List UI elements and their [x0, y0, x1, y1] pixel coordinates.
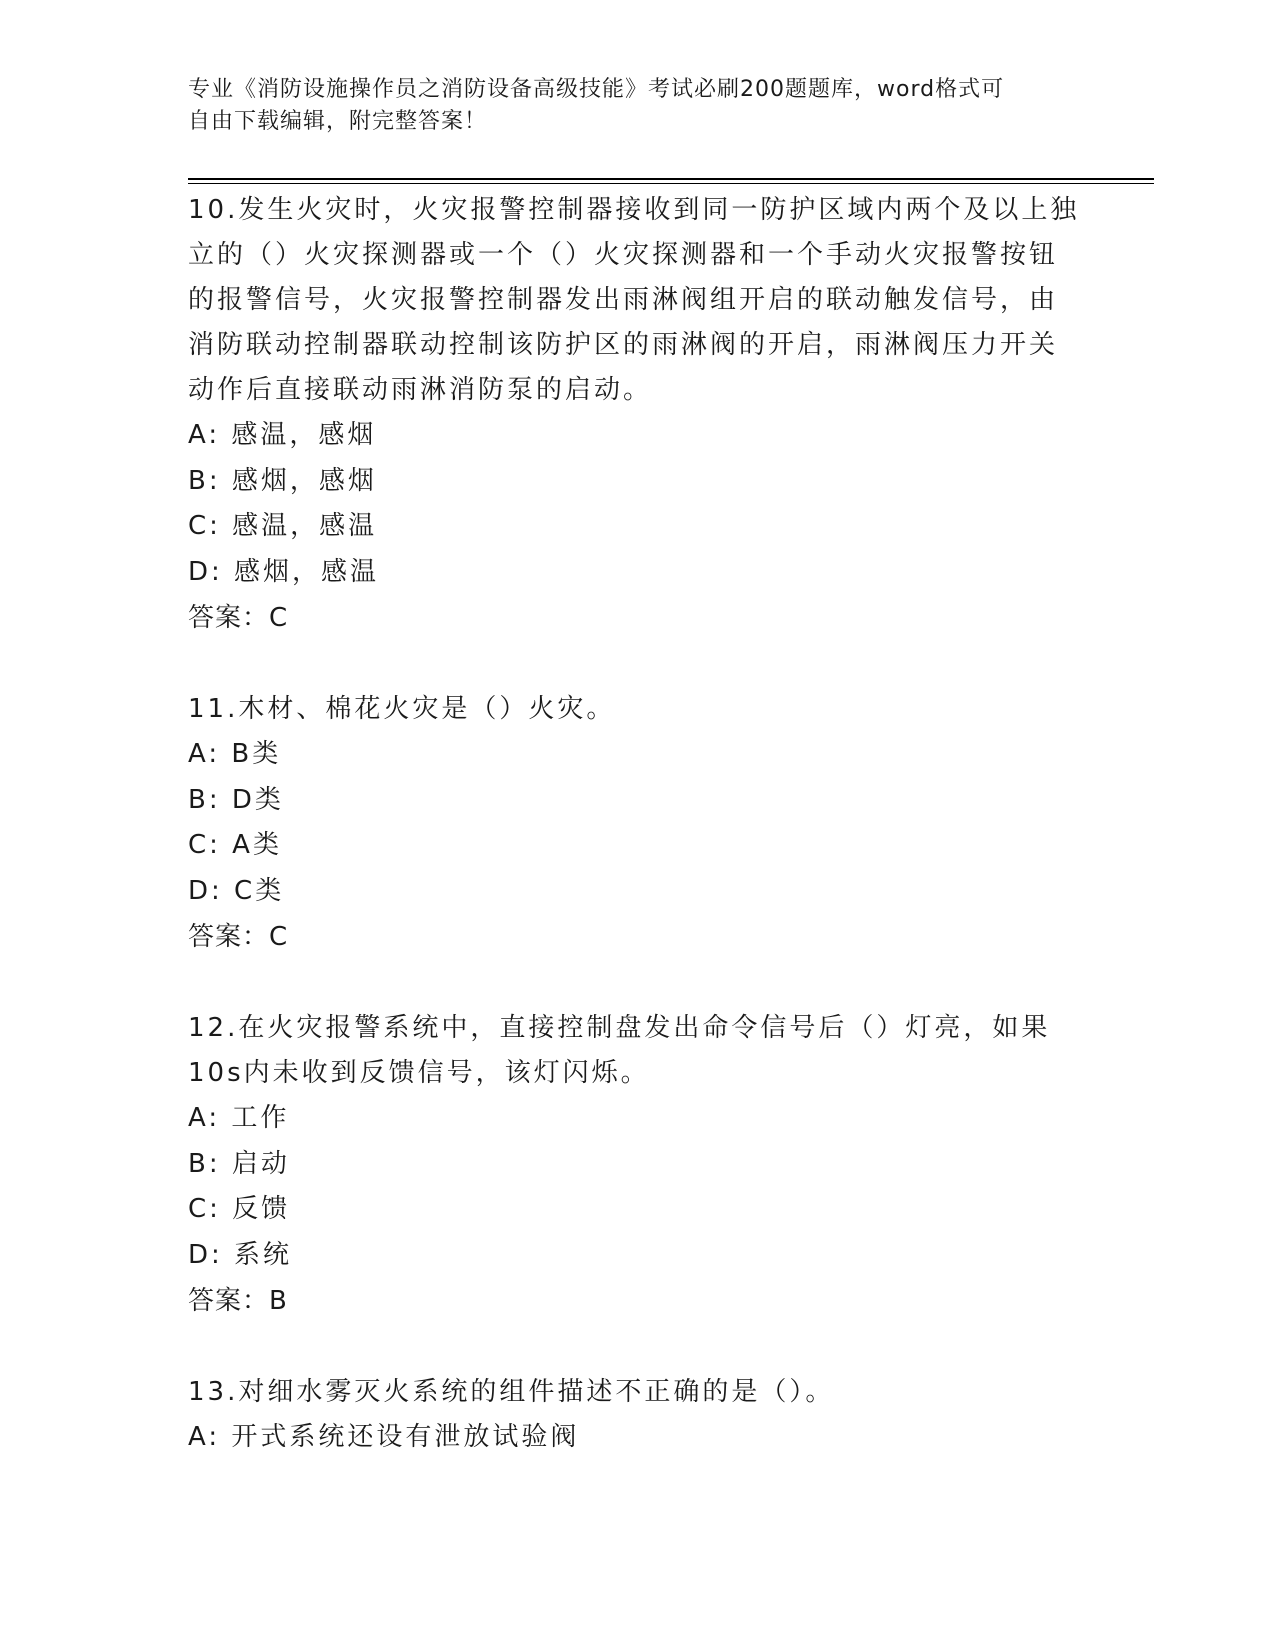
question-13 [188, 1370, 1088, 1461]
header-divider-thick [188, 178, 1154, 180]
option-c: C: 感温，感温 [188, 511, 378, 541]
question-stem-line: 13.对细水雾灭火系统的组件描述不正确的是（）。 [188, 1377, 835, 1407]
option-a: A: 开式系统还设有泄放试验阀 [188, 1422, 580, 1452]
option-b: B: 启动 [188, 1148, 290, 1179]
header-line-1: 专业《消防设施操作员之消防设备高级技能》考试必刷200题题库，word格式可 [188, 77, 1005, 102]
option-d: D: 感烟，感温 [188, 556, 380, 587]
question-list [188, 188, 1088, 1461]
option-a: A: 工作 [188, 1103, 290, 1133]
question-10 [188, 188, 1088, 641]
option-c: C: 反馈 [188, 1194, 291, 1224]
option-d: D: C类 [188, 875, 285, 906]
question-stem-line: 立的（）火灾探测器或一个（）火灾探测器和一个手动火灾报警按钮 [188, 240, 1059, 270]
option-b: B: 感烟，感烟 [188, 465, 377, 496]
question-stem-line: 动作后直接联动雨淋消防泵的启动。 [188, 375, 653, 405]
document-header [188, 74, 1088, 138]
question-stem-line: 12.在火灾报警系统中，直接控制盘发出命令信号后（）灯亮，如果 [188, 1013, 1051, 1043]
answer: 答案：B [188, 1286, 288, 1316]
question-spacer [188, 1324, 1088, 1370]
question-stem-line: 10.发生火灾时，火灾报警控制器接收到同一防护区域内两个及以上独 [188, 195, 1080, 225]
option-c: C: A类 [188, 830, 282, 860]
header-divider-thin [188, 183, 1154, 184]
answer: 答案：C [188, 922, 289, 952]
option-d: D: 系统 [188, 1239, 293, 1270]
option-a: A: 感温，感烟 [188, 420, 377, 450]
question-spacer [188, 641, 1088, 687]
question-stem-line: 消防联动控制器联动控制该防护区的雨淋阀的开启，雨淋阀压力开关 [188, 330, 1059, 360]
question-stem-line: 的报警信号，火灾报警控制器发出雨淋阀组开启的联动触发信号，由 [188, 285, 1059, 315]
answer: 答案：C [188, 603, 289, 633]
header-line-2: 自由下载编辑，附完整答案！ [188, 109, 488, 134]
option-b: B: D类 [188, 784, 284, 815]
question-stem-line: 10s内未收到反馈信号，该灯闪烁。 [188, 1058, 650, 1088]
option-a: A: B类 [188, 739, 282, 769]
question-11 [188, 687, 1088, 960]
question-12 [188, 1006, 1088, 1324]
question-stem-line: 11.木材、棉花火灾是（）火灾。 [188, 694, 616, 724]
question-spacer [188, 960, 1088, 1006]
